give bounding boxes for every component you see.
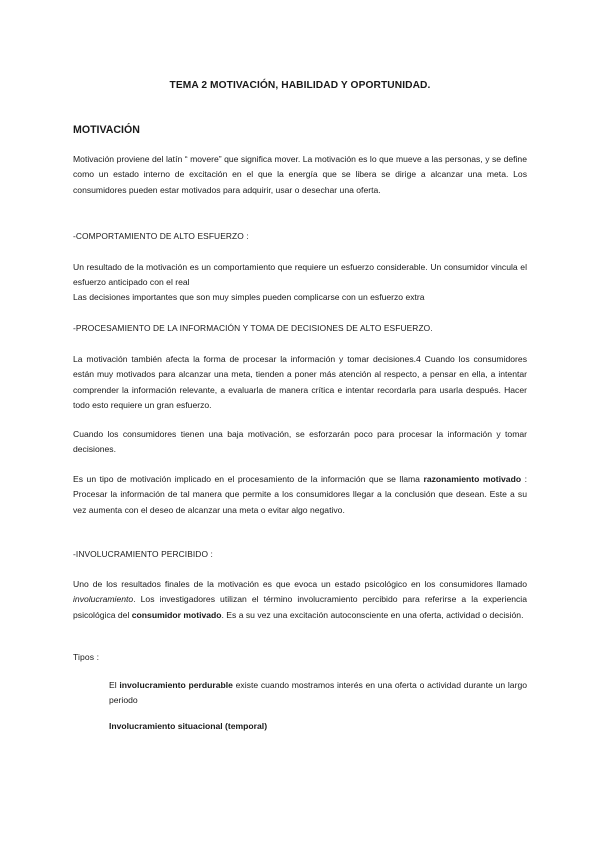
- bold-term-razonamiento-motivado: razonamiento motivado: [423, 474, 522, 484]
- document-title: TEMA 2 MOTIVACIÓN, HABILIDAD Y OPORTUNIDAD.: [169, 80, 431, 91]
- paragraph-razonamiento-motivado: [73, 472, 527, 518]
- paragraph-involucramiento: [73, 577, 527, 623]
- text-run: Es un tipo de motivación implicado en el procesamiento de la información que se llama: [73, 474, 420, 484]
- text-run: existe cuando mostramos interés en una oferta o actividad durante un largo periodo: [109, 680, 527, 706]
- italic-term-involucramiento: involucramiento: [73, 594, 134, 605]
- text-run: . Es a su vez una excitación autoconsciente en una oferta, actividad o decisión.: [221, 609, 524, 620]
- bold-term-consumidor-motivado: consumidor motivado: [131, 609, 222, 620]
- subsection-heading-procesamiento: -PROCESAMIENTO DE LA INFORMACIÓN Y TOMA DE DECISIONES DE ALTO ESFUERZO.: [73, 323, 433, 333]
- subsection-heading-alto-esfuerzo: -COMPORTAMIENTO DE ALTO ESFUERZO :: [73, 231, 249, 241]
- paragraph-procesamiento-1: La motivación también afecta la forma de procesar la información y tomar decisiones.4 Cuando los consumidores están muy motivados para alcanzar una meta, tienden a poner más atención al respecto, a pensar en ella, a intentar comprender la información relevante, a evaluarla de manera crítica e intentar recordarla para usarla después. Hacer todo esto requiere un gran esfuerzo.: [73, 354, 527, 411]
- paragraph-alto-esfuerzo-2: Las decisiones importantes que son muy simples pueden complicarse con un esfuerzo extra: [73, 292, 425, 302]
- bold-term-involucramiento-perdurable: involucramiento perdurable: [119, 680, 233, 690]
- subsection-heading-involucramiento: -INVOLUCRAMIENTO PERCIBIDO :: [73, 549, 213, 559]
- paragraph-alto-esfuerzo-1: Un resultado de la motivación es un comportamiento que requiere un esfuerzo considerable. Un consumidor vincula el esfuerzo anticipado con el real: [73, 262, 527, 288]
- tipo-situacional: Involucramiento situacional (temporal): [109, 721, 268, 731]
- text-run: Uno de los resultados finales de la motivación es que evoca un estado psicológico en los consumidores llamado: [73, 579, 527, 589]
- section-heading-motivacion: MOTIVACIÓN: [73, 124, 140, 136]
- text-run: : Procesar la información de tal manera que permite a los consumidores llegar a la conclusión que desean. Este a su vez aumenta con el deseo de alcanzar una meta o evitar algo negativo.: [73, 474, 528, 515]
- tipo-perdurable: [109, 678, 527, 709]
- intro-paragraph: Motivación proviene del latín “ movere” que significa mover. La motivación es lo que mueve a las personas, y se define como un estado interno de excitación en el que la energía que se libera se dirige a alcanzar una meta. Los consumidores pueden estar motivados para adquirir, usar o desechar una oferta.: [73, 154, 527, 195]
- paragraph-procesamiento-2: Cuando los consumidores tienen una baja motivación, se esforzarán poco para procesar la información y tomar decisiones.: [73, 429, 527, 455]
- tipos-label: Tipos :: [73, 652, 100, 662]
- text-run: El: [109, 680, 117, 690]
- text-run: . Los investigadores utilizan el término involucramiento percibido para referirse a la experiencia psicológica del: [73, 594, 527, 620]
